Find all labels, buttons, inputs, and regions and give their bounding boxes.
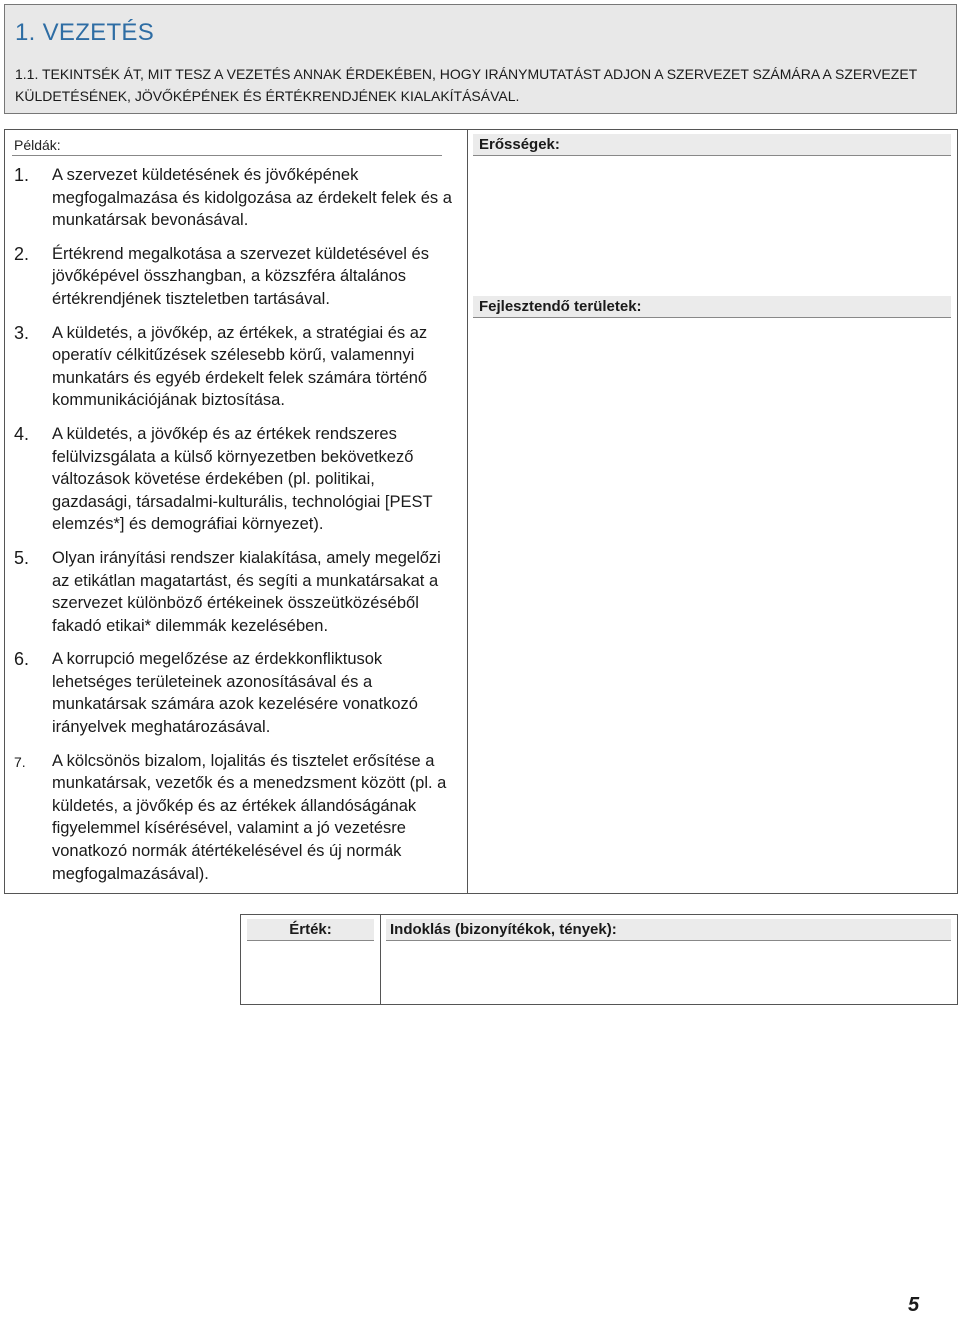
- example-text: A küldetés, a jövőkép, az értékek, a stratégiai és az operatív célkitűzések szélesebb körű, valamennyi munkatárs és egyéb érdekelt felek számára történő kommunikációjának biztosítása.: [52, 323, 428, 410]
- example-text: A küldetés, a jövőkép és az értékek rendszeres felülvizsgálata a külső környezetben bekövetkező változások követése érdekében (pl. politikai, gazdasági, társadalmi-kulturális, technológiai [PEST elemzés*] és demográfiai környezet).: [52, 424, 433, 534]
- section-header: [4, 4, 957, 114]
- example-text: Olyan irányítási rendszer kialakítása, amely megelőzi az etikátlan magatartást, és segíti a munkatársakat a szervezet különböző értékeinek összeütközéséből fakadó etikai* dilemmák kezelésében.: [52, 548, 441, 635]
- column-divider: [467, 130, 468, 893]
- justification-header: Indoklás (bizonyítékok, tények):: [386, 919, 951, 941]
- score-divider: [380, 915, 381, 1004]
- score-table: [240, 914, 958, 1005]
- section-title: 1. VEZETÉS: [15, 19, 155, 46]
- example-number: 1.: [14, 165, 30, 185]
- criterion-table: [4, 129, 958, 894]
- example-text: Értékrend megalkotása a szervezet küldetésével és jövőképével összhangban, a közszféra általános értékrendjének tiszteletben tartásával.: [52, 244, 429, 308]
- example-number: 4.: [14, 423, 30, 444]
- example-number: 6.: [14, 649, 30, 670]
- improvements-header: Fejlesztendő területek:: [473, 296, 951, 318]
- example-text: A szervezet küldetésének és jövőképének megfogalmazása és kidolgozása az érdekelt felek és a munkatársak bevonásával.: [52, 166, 452, 230]
- value-header: Érték:: [247, 919, 374, 941]
- example-item: [12, 423, 457, 536]
- page-number: 5: [908, 1294, 920, 1316]
- example-item: [12, 164, 457, 232]
- example-item: [12, 243, 457, 311]
- strengths-header: Erősségek:: [473, 134, 951, 156]
- example-number: 3.: [14, 322, 30, 343]
- criterion-subtitle: 1.1. TEKINTSÉK ÁT, MIT TESZ A VEZETÉS ANNAK ÉRDEKÉBEN, HOGY IRÁNYMUTATÁST ADJON A SZERVEZET SZÁMÁRA A SZERVEZET KÜLDETÉSÉNEK, JÖVŐKÉPÉNEK ÉS ÉRTÉKRENDJÉNEK KIALAKÍTÁSÁVAL.: [15, 66, 917, 104]
- example-number: 7.: [14, 753, 26, 770]
- example-item: [12, 750, 457, 886]
- example-number: 5.: [14, 547, 30, 568]
- example-item: [12, 648, 457, 738]
- example-text: A korrupció megelőzése az érdekkonfliktusok lehetséges területeinek azonosításával és a munkatársak számára azok kezelésére vonatkozó irányelvek meghatározásával.: [52, 650, 418, 737]
- example-number: 2.: [14, 243, 30, 264]
- example-text: A kölcsönös bizalom, lojalitás és tisztelet erősítése a munkatársak, vezetők és a menedzsment között (pl. a küldetés, a jövőkép és az értékek állandóságának figyelemmel kísérésével, valamint a jó vezetésre vonatkozó normák átértékelésével és új normák megfogalmazásával).: [52, 751, 447, 883]
- examples-label: Példák:: [12, 135, 442, 156]
- example-item: [12, 547, 457, 637]
- examples-list: [12, 164, 457, 885]
- example-item: [12, 322, 457, 412]
